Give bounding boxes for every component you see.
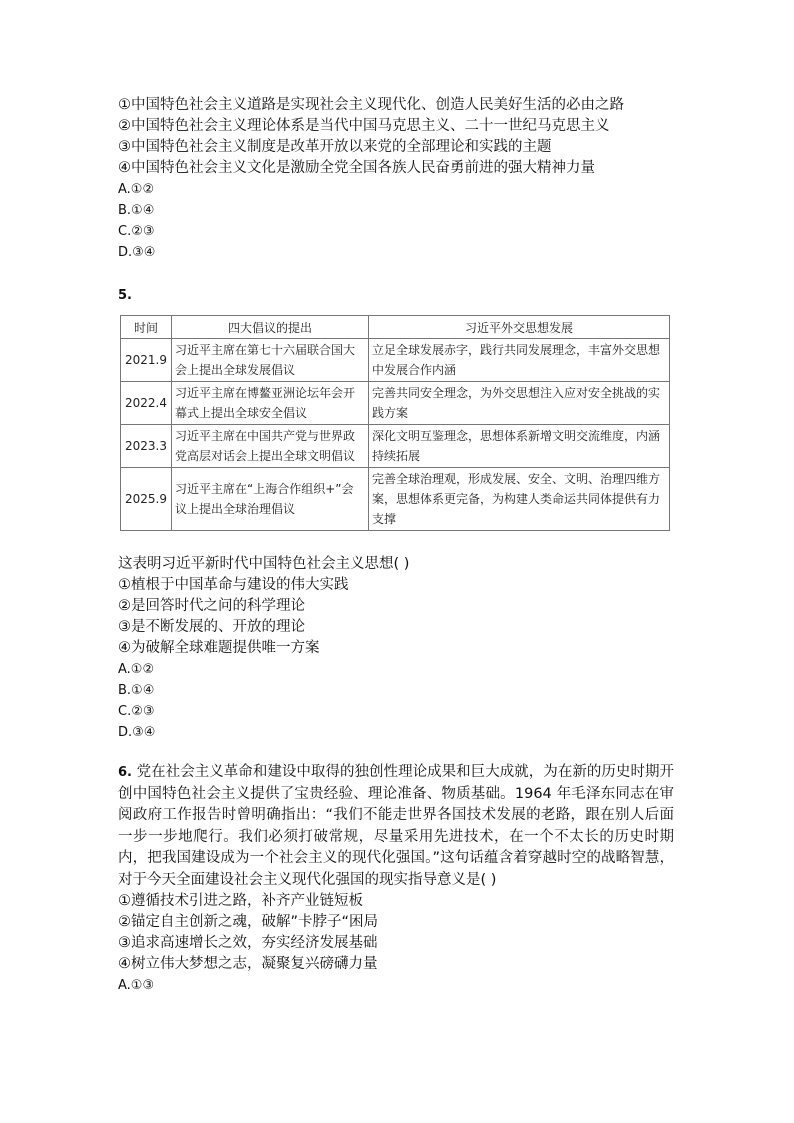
question-6-block	[118, 762, 674, 996]
question-5-body	[118, 554, 678, 743]
table-row	[121, 468, 670, 531]
table-header-row	[121, 316, 670, 339]
q4-option-a: A.①②	[118, 182, 155, 197]
q4-statement-4: ④中国特色社会主义文化是激励全党全国各族人民奋勇前进的强大精神力量	[118, 160, 595, 176]
table-cell-development: 完善全球治理观，形成发展、安全、文明、治理四维方案，思想体系更完备，为构建人类命运共同体提供有力支撑	[369, 468, 670, 531]
q6-stem-paragraph	[118, 762, 674, 891]
table-cell-year: 2023.3	[121, 425, 172, 468]
table-cell-development: 深化文明互鉴理念，思想体系新增文明交流维度，内涵持续拓展	[369, 425, 670, 468]
q5-statement-3: ③是不断发展的、开放的理论	[118, 619, 305, 635]
q5-statement-2: ②是回答时代之问的科学理论	[118, 598, 305, 614]
table-cell-development: 立足全球发展赤字，践行共同发展理念，丰富外交思想中发展合作内涵	[369, 339, 670, 382]
table-cell-proposal: 习近平主席在中国共产党与世界政党高层对话会上提出全球文明倡议	[172, 425, 369, 468]
q4-option-c: C.②③	[118, 224, 155, 239]
q5-option-c: C.②③	[118, 704, 155, 719]
q4-statement-3: ③中国特色社会主义制度是改革开放以来党的全部理论和实践的主题	[118, 139, 552, 155]
q5-stem: 这表明习近平新时代中国特色社会主义思想( )	[118, 556, 410, 572]
question-5-number-block	[118, 284, 678, 303]
q5-table	[120, 315, 670, 531]
table-cell-development: 完善共同安全理念，为外交思想注入应对安全挑战的实践方案	[369, 382, 670, 425]
question-5-number: 5.	[118, 288, 132, 303]
table-cell-year: 2022.4	[121, 382, 172, 425]
table-row	[121, 339, 670, 382]
q4-statement-1: ①中国特色社会主义道路是实现社会主义现代化、创造人民美好生活的必由之路	[118, 97, 624, 113]
q6-stem: 党在社会主义革命和建设中取得的独创性理论成果和巨大成就，为在新的历史时期开创中国特色社会主义提供了宝贵经验、理论准备、物质基础。1964 年毛泽东同志在审阅政府工作报告时曾明确指出：“我们不能走世界各国技术发展的老路，跟在别人后面一步一步地爬行。我们必须打破常规，尽量采用先进技术，在一个不太长的历史时期内，把我国建设成为一个社会主义的现代化强国。”这句话蕴含着穿越时空的战略智慧，对于今天全面建设社会主义现代化强国的现实指导意义是( )	[118, 764, 675, 888]
table-header-time: 时间	[121, 316, 172, 339]
q6-statement-4: ④树立伟大梦想之志，凝聚复兴磅礴力量	[118, 956, 378, 972]
q5-option-a: A.①②	[118, 662, 155, 677]
q6-statement-3: ③追求高速增长之效，夯实经济发展基础	[118, 935, 378, 951]
question-4-block	[118, 95, 678, 263]
q6-statement-1: ①遵循技术引进之路，补齐产业链短板	[118, 893, 363, 909]
question-6-number: 6.	[118, 765, 132, 780]
table-cell-proposal: 习近平主席在博鳌亚洲论坛年会开幕式上提出全球安全倡议	[172, 382, 369, 425]
q5-option-d: D.③④	[118, 725, 156, 740]
table-row	[121, 382, 670, 425]
table-cell-proposal: 习近平主席在“上海合作组织+”会议上提出全球治理倡议	[172, 468, 369, 531]
q4-option-d: D.③④	[118, 245, 156, 260]
table-header-development: 习近平外交思想发展	[369, 316, 670, 339]
q5-statement-4: ④为破解全球难题提供唯一方案	[118, 640, 320, 656]
table-header-proposal: 四大倡议的提出	[172, 316, 369, 339]
table-cell-year: 2021.9	[121, 339, 172, 382]
q5-option-b: B.①④	[118, 683, 155, 698]
table-cell-proposal: 习近平主席在第七十六届联合国大会上提出全球发展倡议	[172, 339, 369, 382]
q6-option-a: A.①③	[118, 978, 155, 993]
q4-option-b: B.①④	[118, 203, 155, 218]
q5-statement-1: ①植根于中国革命与建设的伟大实践	[118, 577, 349, 593]
q6-statement-2: ②锚定自主创新之魂，破解”卡脖子“困局	[118, 914, 379, 930]
table-cell-year: 2025.9	[121, 468, 172, 531]
table-row	[121, 425, 670, 468]
q4-statement-2: ②中国特色社会主义理论体系是当代中国马克思主义、二十一世纪马克思主义	[118, 118, 610, 134]
